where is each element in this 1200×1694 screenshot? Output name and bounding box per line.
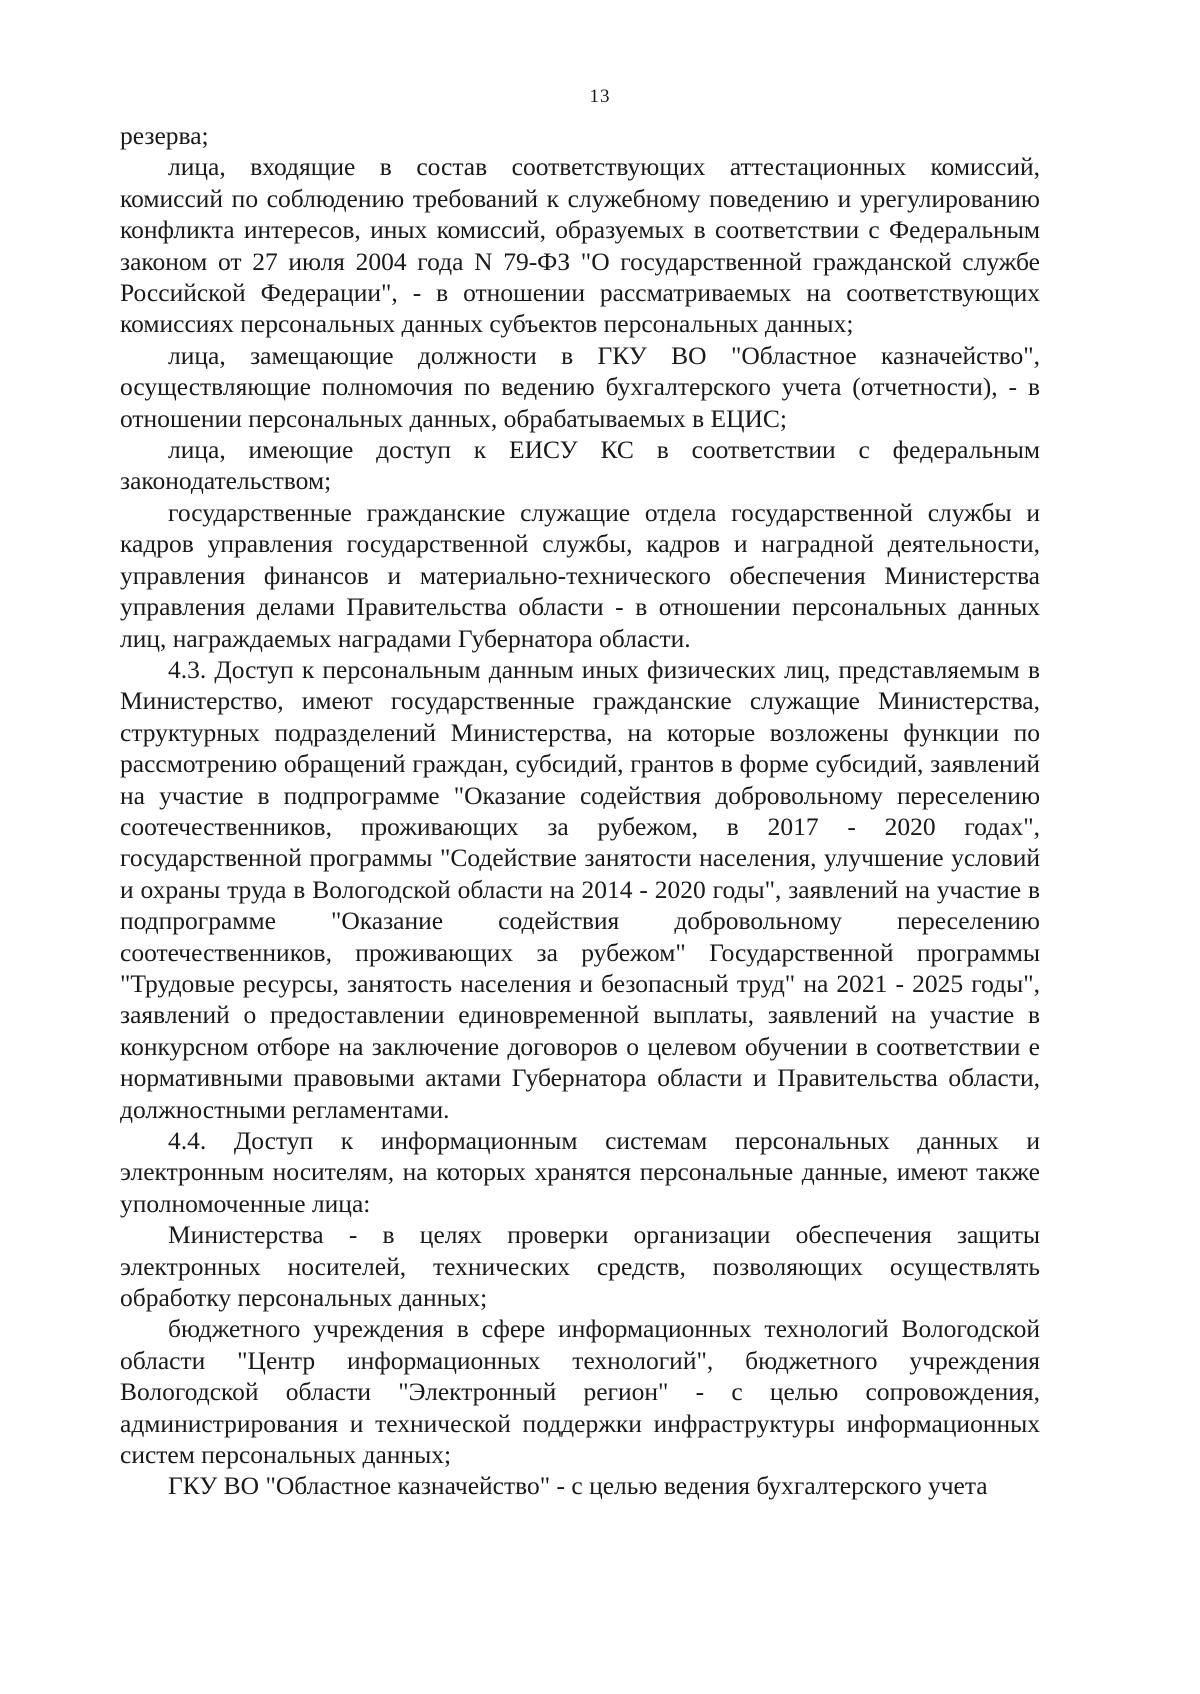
paragraph-section-4-3: 4.3. Доступ к персональным данным иных физических лиц, представляемым в Министерство, имеют государственные гражданские служащие Министерства, структурных подразделений Министерства, на которые возложены функции по рассмотрению обращений граждан, субсидий, грантов в форме субсидий, заявлений на участие в подпрограмме "Оказание содействия добровольному переселению соотечественников, проживающих за рубежом, в 2017 - 2020 годах", государственной программы "Содействие занятости населения, улучшение условий и охраны труда в Вологодской области на 2014 - 2020 годы", заявлений на участие в подпрограмме "Оказание содействия добровольному переселению соотечественников, проживающих за рубежом" Государственной программы "Трудовые ресурсы, занятость населения и безопасный труд" на 2021 - 2025 годы", заявлений о предоставлении единовременной выплаты, заявлений на участие в конкурсном отборе на заключение договоров о целевом обучении в соответствии е нормативными правовыми актами Губернатора области и Правительства области, должностными регламентами. — [120, 654, 1040, 1124]
paragraph-treasury-accounting: ГКУ ВО "Областное казначейство" - с целью ведения бухгалтерского учета — [168, 1471, 988, 1501]
document-body — [120, 120, 1040, 1502]
paragraph-reserve-end: резерва; — [120, 121, 209, 150]
paragraph-treasury-staff: лица, замещающие должности в ГКУ ВО "Областное казначейство", осуществляющие полномочия по ведению бухгалтерского учета (отчетности), - в отношении персональных данных, обрабатываемых в ЕЦИС; — [120, 340, 1040, 433]
paragraph-section-4-4: 4.4. Доступ к информационным системам персональных данных и электронным носителям, на которых хранятся персональные данные, имеют также уполномоченные лица: — [120, 1126, 1040, 1218]
paragraph-it-institutions: бюджетного учреждения в сфере информационных технологий Вологодской области "Центр информационных технологий", бюджетного учреждения Вологодской области "Электронный регион" - с целью сопровождения, администрирования и технической поддержки инфраструктуры информационных систем персональных данных; — [120, 1314, 1040, 1470]
paragraph-ministry-access: Министерства - в целях проверки организации обеспечения защиты электронных носителей, технических средств, позволяющих осуществлять обработку персональных данных; — [120, 1220, 1040, 1313]
paragraph-hr-servants: государственные гражданские служащие отдела государственной службы и кадров управления государственной службы, кадров и наградной деятельности, управления финансов и материально-технического обеспечения Министерства управления делами Правительства области - в отношении персональных данных лиц, награждаемых наградами Губернатора области. — [120, 497, 1040, 653]
paragraph-commission-members: лица, входящие в состав соответствующих аттестационных комиссий, комиссий по соблюдению требований к служебному поведению и урегулированию конфликта интересов, иных комиссий, образуемых в соответствии с Федеральным законом от 27 июля 2004 года N 79-ФЗ "О государственной гражданской службе Российской Федерации", - в отношении рассматриваемых на соответствующих комиссиях персональных данных субъектов персональных данных; — [120, 152, 1040, 339]
page-number: 13 — [589, 86, 611, 107]
paragraph-eisu-ks-access: лица, имеющие доступ к ЕИСУ КС в соответствии с федеральным законодательством; — [120, 435, 1040, 496]
